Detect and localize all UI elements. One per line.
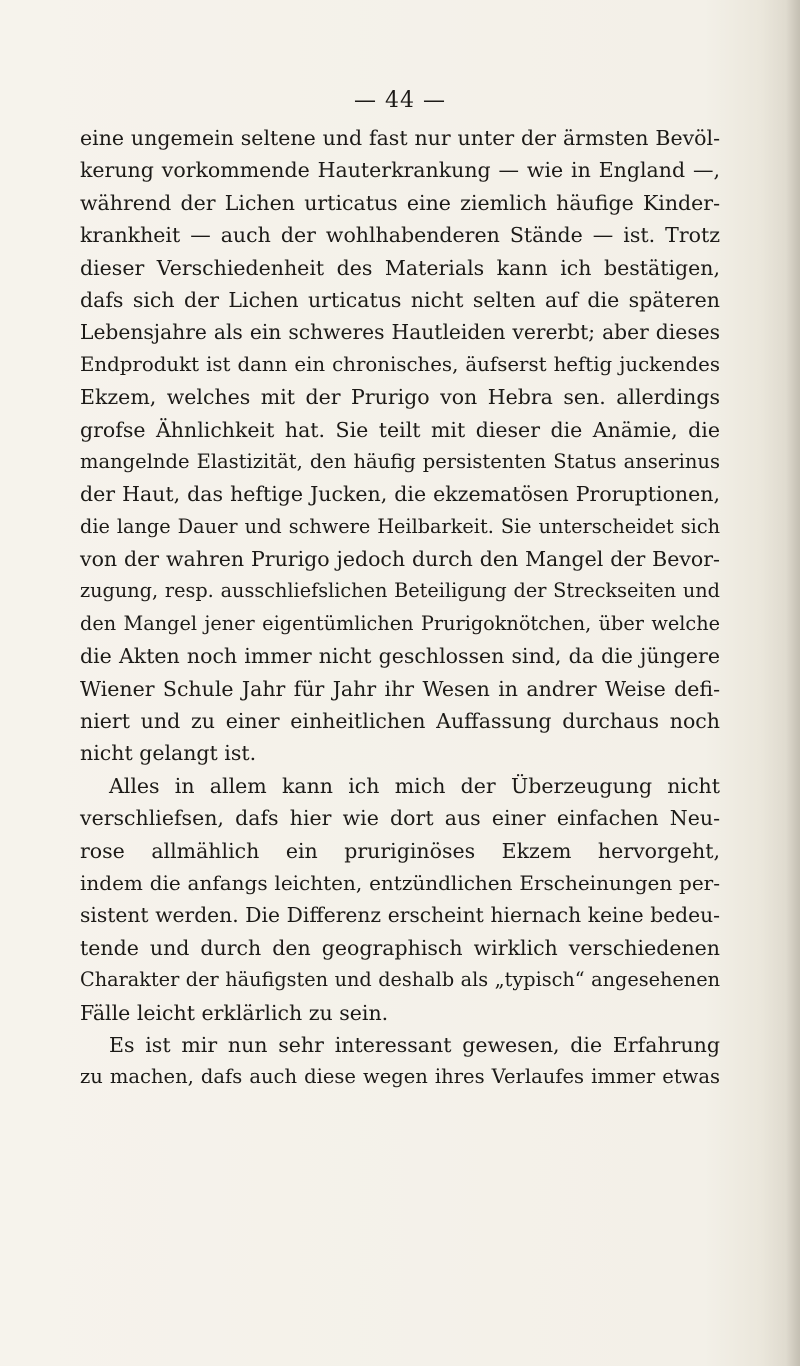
text-line: kerung vorkommende Hauterkrankung — wie in England —, <box>80 158 720 183</box>
text-line: dieser Verschiedenheit des Materials kann ich bestätigen, <box>80 255 720 280</box>
text-line: die lange Dauer und schwere Heilbarkeit. Sie unterscheidet sich <box>80 514 720 538</box>
text-line: verschliefsen, dafs hier wie dort aus einer einfachen Neu- <box>80 806 720 831</box>
text-line: Endprodukt ist dann ein chronisches, äufserst heftig juckendes <box>80 352 720 376</box>
text-line: rose allmählich ein pruriginöses Ekzem hervorgeht, <box>80 838 720 863</box>
page-number: — 44 — <box>354 88 446 113</box>
text-line: sistent werden. Die Differenz erscheint hiernach keine bedeu- <box>80 903 720 928</box>
text-line: Es ist mir nun sehr interessant gewesen, die Erfahrung <box>109 1032 720 1057</box>
text-line: von der wahren Prurigo jedoch durch den Mangel der Bevor- <box>80 547 720 572</box>
text-line: niert und zu einer einheitlichen Auffassung durchaus noch <box>80 709 720 734</box>
text-line: Wiener Schule Jahr für Jahr ihr Wesen in andrer Weise defi- <box>80 676 720 701</box>
body-text <box>80 122 720 1094</box>
text-line: Charakter der häufigsten und deshalb als „typisch“ angesehenen <box>80 968 720 992</box>
text-line: Ekzem, welches mit der Prurigo von Hebra sen. allerdings <box>80 385 720 410</box>
page-edge-shadow <box>786 0 800 1366</box>
text-line: zugung, resp. ausschliefslichen Beteiligung der Streckseiten und <box>80 579 720 603</box>
text-line: nicht gelangt ist. <box>80 741 257 766</box>
text-line: der Haut, das heftige Jucken, die ekzematösen Proruptionen, <box>80 482 720 507</box>
text-line: indem die anfangs leichten, entzündlichen Erscheinungen per- <box>80 870 720 895</box>
text-line: eine ungemein seltene und fast nur unter der ärmsten Bevöl- <box>80 126 720 150</box>
text-line: Lebensjahre als ein schweres Hautleiden vererbt; aber dieses <box>80 320 720 345</box>
text-line: mangelnde Elastizität, den häufig persistenten Status anserinus <box>80 449 720 473</box>
text-line: den Mangel jener eigentümlichen Prurigoknötchen, über welche <box>80 611 720 635</box>
text-line: die Akten noch immer nicht geschlossen sind, da die jüngere <box>80 644 720 669</box>
text-line: zu machen, dafs auch diese wegen ihres Verlaufes immer etwas <box>80 1065 720 1089</box>
text-line: tende und durch den geographisch wirklich verschiedenen <box>80 935 720 960</box>
text-line: Fälle leicht erklärlich zu sein. <box>80 1000 389 1025</box>
text-line: Alles in allem kann ich mich der Überzeugung nicht <box>109 773 720 798</box>
text-line: dafs sich der Lichen urticatus nicht selten auf die späteren <box>80 287 720 312</box>
text-line: während der Lichen urticatus eine ziemlich häufige Kinder- <box>80 190 720 215</box>
text-line: grofse Ähnlichkeit hat. Sie teilt mit dieser die Anämie, die <box>80 417 720 442</box>
text-line: krankheit — auch der wohlhabenderen Stände — ist. Trotz <box>80 223 720 248</box>
